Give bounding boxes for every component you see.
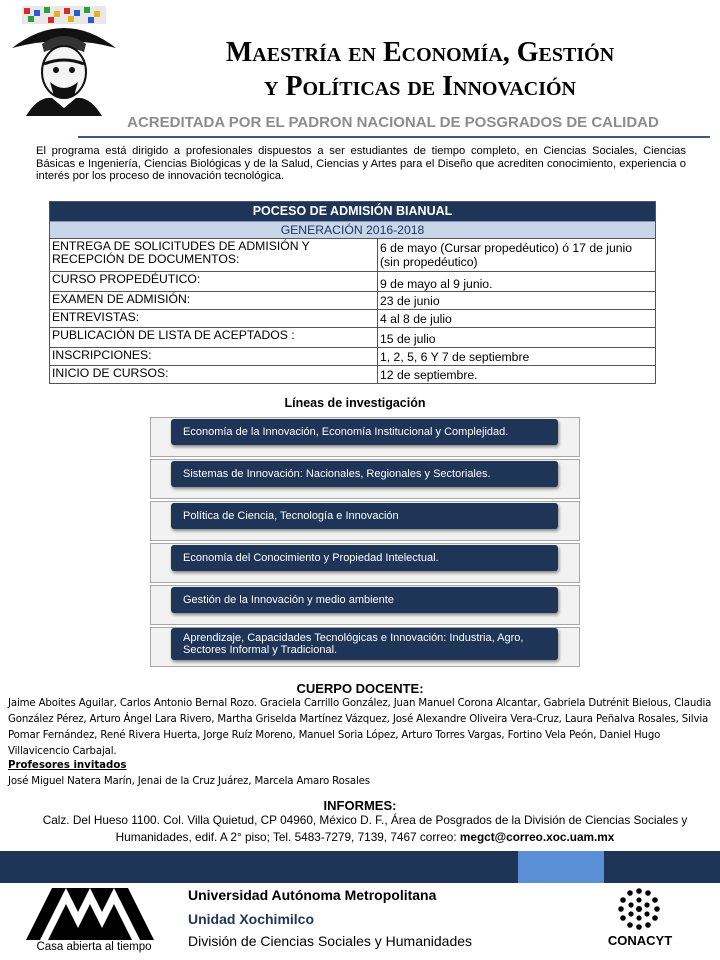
table-row: [50, 309, 655, 327]
accreditation-text: ACREDITADA POR EL PADRON NACIONAL DE POSGRADOS DE CALIDAD: [127, 114, 659, 131]
list-item-label: Política de Ciencia, Tecnología e Innovación: [171, 503, 558, 529]
info-paragraph: [20, 812, 710, 846]
title-line-2: y Políticas de Innovación: [263, 71, 577, 102]
table-row: [50, 291, 655, 309]
table-cell-label: PUBLICACIÓN DE LISTA DE ACEPTADOS :: [50, 328, 378, 347]
admission-table-title: POCESO DE ADMISIÓN BIANUAL: [50, 202, 655, 221]
conacyt-logo-icon: [614, 884, 664, 934]
guest-faculty-title: Profesores invitados: [8, 760, 127, 771]
uam-slogan: Casa abierta al tiempo: [36, 941, 152, 953]
list-item-label: Sistemas de Innovación: Nacionales, Regionales y Sectoriales.: [171, 461, 558, 487]
conacyt-label: CONACYT: [607, 933, 673, 948]
table-cell-value: 1, 2, 5, 6 Y 7 de septiembre: [380, 350, 530, 364]
admission-table: [49, 201, 656, 384]
table-cell-value: 23 de junio: [380, 294, 440, 308]
table-cell-label: INSCRIPCIONES:: [50, 348, 378, 365]
table-cell-label: ENTREGA DE SOLICITUDES DE ADMISIÓN Y RECEPCIÓN DE DOCUMENTOS:: [50, 239, 378, 271]
table-row: [50, 365, 655, 383]
title-line-1: Maestría en Economía, Gestión: [225, 37, 615, 68]
info-title: INFORMES:: [323, 798, 397, 813]
footer-band: [0, 851, 720, 883]
list-item-label: Economía de la Innovación, Economía Institucional y Complejidad.: [171, 419, 558, 445]
list-item-label: Economía del Conocimiento y Propiedad Intelectual.: [171, 545, 558, 571]
table-cell-label: ENTREVISTAS:: [50, 310, 378, 327]
table-row: [50, 347, 655, 365]
uam-logo-icon: [26, 888, 154, 940]
program-logo-icon: [8, 4, 120, 116]
university-division: División de Ciencias Sociales y Humanidades: [188, 933, 473, 949]
intro-paragraph: El programa está dirigido a profesionales dispuestos a ser estudiantes de tiempo completo, en Ciencias Sociales, Ciencias Básicas e Ingeniería, Ciencias Biológicas y de la Salud, Ciencias y Artes para el Diseño que acrediten conocimiento, experiencia o interés por los proceso de innovación tecnológica.: [36, 145, 686, 183]
table-row: [50, 238, 655, 271]
footer-accent: [518, 851, 604, 883]
table-row: [50, 271, 655, 291]
table-cell-label: CURSO PROPEDÉUTICO:: [50, 272, 378, 291]
list-item-label: Gestión de la Innovación y medio ambiente: [171, 587, 558, 613]
research-lines-title: Líneas de investigación: [284, 396, 426, 410]
university-unit: Unidad Xochimilco: [188, 911, 315, 927]
page-title: [120, 36, 720, 104]
list-item-label: Aprendizaje, Capacidades Tecnológicas e Innovación: Industria, Agro, Sectores Informal y Tradicional.: [171, 628, 558, 660]
info-email-link[interactable]: megct@correo.xoc.uam.mx: [459, 830, 615, 844]
admission-table-generation: GENERACIÓN 2016-2018: [50, 221, 655, 238]
table-cell-value: 6 de mayo (Cursar propedéutico) ó 17 de junio (sin propedéutico): [380, 241, 633, 269]
guest-faculty-members: José Miguel Natera Marín, Jenai de la Cruz Juárez, Marcela Amaro Rosales: [8, 776, 370, 787]
info-address: Calz. Del Hueso 1100. Col. Villa Quietud, CP 04960, México D. F., Área de Posgrados de la División de Ciencias Sociales y Humanidades, edif. A 2° piso; Tel. 5483-7279, 7139, 7467 correo:: [42, 813, 688, 844]
faculty-title: CUERPO DOCENTE:: [296, 681, 424, 696]
table-cell-label: INICIO DE CURSOS:: [50, 366, 378, 383]
table-row: [50, 327, 655, 347]
table-cell-value: 15 de julio: [380, 332, 436, 346]
table-cell-label: EXAMEN DE ADMISIÓN:: [50, 292, 378, 309]
research-lines-list: [150, 417, 580, 667]
university-name: Universidad Autónoma Metropolitana: [188, 887, 437, 903]
accreditation-divider: [78, 136, 710, 138]
table-cell-value: 9 de mayo al 9 junio.: [380, 277, 493, 291]
faculty-members: Jaime Aboites Aguilar, Carlos Antonio Bernal Rozo. Graciela Carrillo González, Juan Manuel Corona Alcantar, Gabriela Dutrénit Bielous, Claudia González Pérez, Arturo Ángel Lara Rivero, Martha Griselda Martínez Vázquez, José Alexandre Oliveira Vera-Cruz, Laura Peñalva Rosales, Silvia Pomar Fernández, René Rivera Huerta, Jorge Ruíz Moreno, Manuel Soria López, Arturo Torres Vargas, Fortino Vela Peón, Daniel Hugo Villavicencio Carbajal.: [8, 698, 712, 757]
table-cell-value: 12 de septiembre.: [380, 368, 478, 382]
table-cell-value: 4 al 8 de julio: [380, 312, 452, 326]
